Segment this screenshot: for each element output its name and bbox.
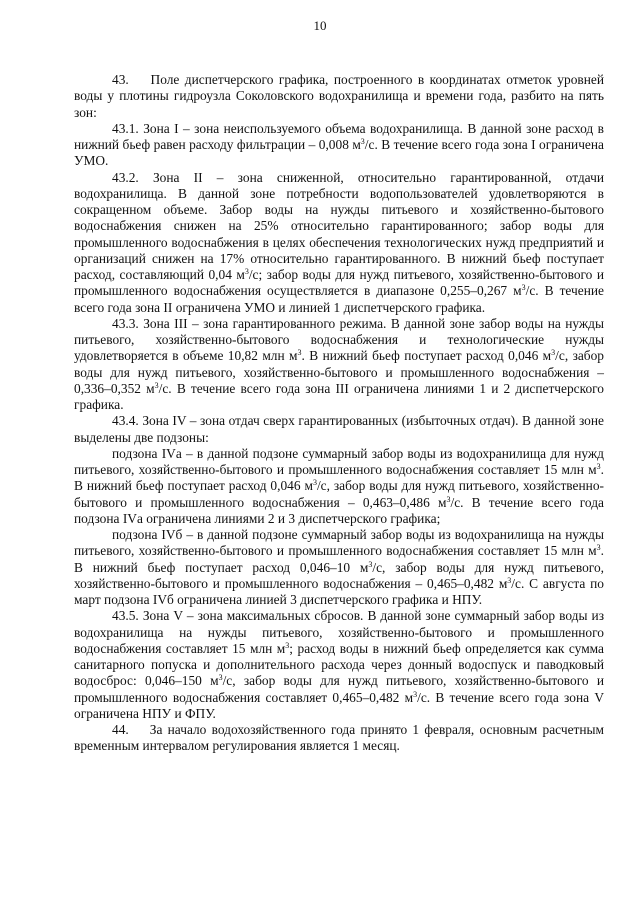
superscript: 3 [551,348,556,358]
paragraph-43-4 [74,413,604,446]
text-segment: /с; забор воды для нужд питьевого, хозяйственно-бытового и промышленного водоснабжения осуществляется в диапазоне 0,255–0,267 м [74,267,604,299]
superscript: 3 [596,543,601,553]
paragraph-43-1 [74,121,604,170]
superscript: 3 [285,640,290,650]
superscript: 3 [312,478,317,488]
document-body [74,72,604,755]
text-segment: /с, забор воды для нужд питьевого, хозяйственно-бытового и промышленного водоснабжения – 0,465–0,482 м [74,559,604,591]
paragraph-text: 43.4. Зона IV – зона отдач сверх гарантированных (избыточных отдач). В данной зоне выделены две подзоны: [74,413,604,445]
paragraph-43-3 [74,316,604,414]
paragraph-subzone-ivb [74,527,604,608]
superscript: 3 [413,689,418,699]
paragraph-43-5 [74,608,604,722]
paragraph-subzone-iva [74,446,604,527]
text-segment: /с. В течение всего года зона V ограничена НПУ и ФПУ. [74,689,604,721]
superscript: 3 [521,283,526,293]
paragraph-text: 43. Поле диспетчерского графика, построенного в координатах отметок уровней воды у плотины гидроузла Соколовского водохранилища и времени года, разбито на пять зон: [74,72,604,120]
text-segment: /с. С августа по март подзона IVб ограничена линией 3 диспетчерского графика и НПУ. [74,575,604,607]
text-segment: подзона IVб – в данной подзоне суммарный забор воды из водохранилища на нужды питьевого, хозяйственно-бытового и промышленного водоснабжения составляет 15 млн м [74,527,604,559]
superscript: 3 [360,137,365,146]
text-segment: 43.2. Зона II – зона сниженной, относительно гарантированной, отдачи водохранилища. В данной зоне потребности водопользователей удовлетворяются в сокращенном объеме. Забор воды на нужды питьевого и хозяйственно-бытового водоснабжения снижен на 25% относительно гарантированного; забор воды для промышленного водоснабжения в целях обеспечения технологических нужд предприятий и организаций снижен на 17% относительно гарантированного. В нижний бьеф поступает расход, составляющий 0,04 м [74,169,604,282]
text-segment: /с, забор воды для нужд питьевого, хозяйственно-бытового и промышленного водоснабжения составляет 0,465–0,482 м [74,673,604,705]
text-segment: /с. В течение всего года зона III ограничена линиями 1 и 2 диспетчерского графика. [74,380,605,412]
paragraph-43 [74,72,604,121]
superscript: 3 [446,494,451,504]
page-number: 10 [313,18,327,33]
superscript: 3 [154,380,159,390]
superscript: 3 [596,462,601,471]
text-segment: /с, забор воды для нужд питьевого, хозяйственно-бытового и промышленного водоснабжения – 0,336–0,352 м [74,348,605,396]
paragraph-44 [74,722,604,755]
superscript: 3 [218,673,223,683]
superscript: 3 [368,559,373,569]
text-segment: /с, забор воды для нужд питьевого, хозяйственно-бытового и промышленного водоснабжения – 0,463–0,486 м [74,478,604,510]
text-segment: 43.5. Зона V – зона максимальных сбросов. В данной зоне суммарный забор воды из водохранилища на нужды питьевого, хозяйственно-бытового и промышленного водоснабжения составляет 15 млн м [74,608,604,656]
superscript: 3 [244,267,249,276]
text-segment: /с. В течение всего года зона I ограничена УМО. [74,137,604,169]
text-segment: . В нижний бьеф поступает расход 0,046 м [74,462,604,494]
superscript: 3 [297,348,302,358]
paragraph-text: 44. За начало водохозяйственного года принято 1 февраля, основным расчетным временным интервалом регулирования является 1 месяц. [74,722,604,754]
text-segment: 43.3. Зона III – зона гарантированного режима. В данной зоне забор воды на нужды питьевого, хозяйственно-бытового водоснабжения и технологические нужды удовлетворяется в объеме 10,82 млн м [74,315,604,364]
superscript: 3 [507,575,512,585]
text-segment: 43.1. Зона I – зона неиспользуемого объема водохранилища. В данной зоне расход в нижний бьеф равен расходу фильтрации – 0,008 м [74,120,604,152]
text-segment: подзона IVа – в данной подзоне суммарный забор воды из водохранилища для нужд питьевого, хозяйственно-бытового и промышленного водоснабжения составляет 15 млн м [74,445,604,477]
text-segment: /с. В течение всего года подзона IVа ограничена линиями 2 и 3 диспетчерского графика; [74,494,604,526]
text-segment: ; расход воды в нижний бьеф определяется как сумма санитарного попуска и дополнительного расхода через донный водоспуск и паводковый водосброс: 0,046–150 м [74,640,604,689]
text-segment: /с. В течение всего года зона II ограничена УМО и линией 1 диспетчерского графика. [74,283,604,315]
paragraph-43-2 [74,170,604,316]
text-segment: . В нижний бьеф поступает расход 0,046–10 м [74,543,604,575]
text-segment: . В нижний бьеф поступает расход 0,046 м [301,348,552,364]
